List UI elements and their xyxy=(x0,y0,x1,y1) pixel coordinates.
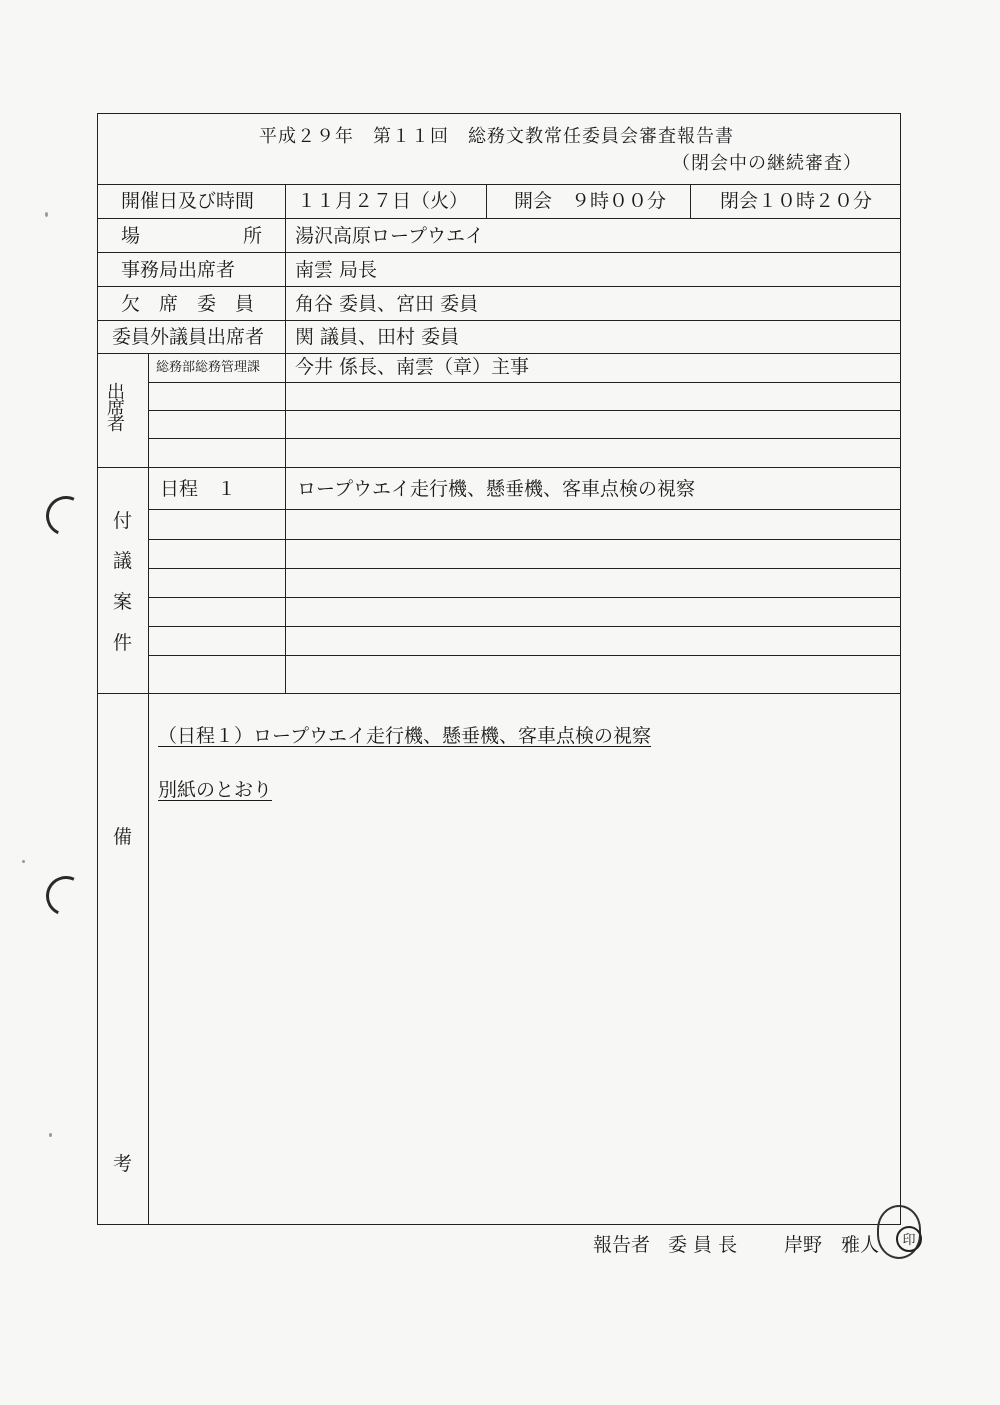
attendees-side-label xyxy=(106,382,126,435)
rule-sub xyxy=(148,626,901,627)
rule-section xyxy=(97,693,901,694)
agenda-side-char: 件 xyxy=(113,632,133,654)
report-subtitle: （閉会中の継続審査） xyxy=(672,153,862,174)
attendees-side-char: 者 xyxy=(107,414,125,435)
remarks-side-char: 考 xyxy=(113,1153,133,1175)
agenda-side-char: 付 xyxy=(113,510,133,532)
secretariat-label: 事務局出席者 xyxy=(121,259,236,281)
remarks-heading: （日程１）ロープウエイ走行機、懸垂機、客車点検の視察 xyxy=(158,725,652,747)
close-time: 閉会１０時２０分 xyxy=(720,190,873,212)
place-label: 場 xyxy=(121,225,141,247)
rule-section xyxy=(97,467,901,468)
remarks-body: 別紙のとおり xyxy=(158,779,273,801)
rule-label-col xyxy=(285,353,286,693)
rule-sub xyxy=(148,568,901,569)
attendee-department: 総務部総務管理課 xyxy=(156,360,261,375)
meeting-date: １１月２７日（火） xyxy=(297,190,469,212)
other-members-label: 委員外議員出席者 xyxy=(112,326,265,348)
scan-speck xyxy=(22,860,25,863)
reporter-label: 報告者 xyxy=(593,1234,651,1256)
rule-row xyxy=(97,286,901,287)
absent-value: 角谷 委員、宮田 委員 xyxy=(295,293,479,315)
reporter-name: 岸野 雅人 xyxy=(784,1234,880,1256)
rule-row xyxy=(97,218,901,219)
rule-title-bottom xyxy=(97,184,901,185)
place-label: 所 xyxy=(243,225,263,247)
remarks-side-char: 備 xyxy=(113,826,133,848)
rule-row xyxy=(97,353,901,354)
rule-sub xyxy=(148,438,901,439)
agenda-item-number: 日程 １ xyxy=(160,478,237,500)
rule-sub xyxy=(148,597,901,598)
rule-side-col xyxy=(148,353,149,1225)
punch-hole xyxy=(40,490,91,541)
attendee-names: 今井 係長、南雲（章）主事 xyxy=(295,356,530,378)
rule-open-col xyxy=(690,184,691,218)
rule-sub xyxy=(148,539,901,540)
reporter-role: 委 員 長 xyxy=(668,1234,738,1256)
secretariat-value: 南雲 局長 xyxy=(295,259,378,281)
rule-label-col xyxy=(285,184,286,353)
absent-label: 欠 席 委 員 xyxy=(121,293,255,315)
agenda-side-char: 案 xyxy=(113,591,133,613)
attendees-side-char: 席 xyxy=(107,398,125,419)
attendees-side-text xyxy=(106,382,126,435)
open-time: 開会 ９時００分 xyxy=(514,190,667,212)
rule-sub xyxy=(148,509,901,510)
place-value: 湯沢高原ロープウエイ xyxy=(295,225,485,247)
report-title: 平成２９年 第１１回 総務文教常任委員会審査報告書 xyxy=(259,126,734,147)
rule-sub xyxy=(148,382,901,383)
attendees-side-char: 出 xyxy=(107,382,125,403)
rule-sub xyxy=(148,410,901,411)
punch-hole xyxy=(40,870,91,921)
agenda-side-char: 議 xyxy=(113,550,133,572)
rule-row xyxy=(97,252,901,253)
other-members-value: 関 議員、田村 委員 xyxy=(295,326,460,348)
rule-date-col xyxy=(486,184,487,218)
rule-sub xyxy=(148,655,901,656)
personal-seal: 印 xyxy=(896,1226,922,1252)
rule-row xyxy=(97,320,901,321)
agenda-item-title: ロープウエイ走行機、懸垂機、客車点検の視察 xyxy=(297,478,696,500)
datetime-label: 開催日及び時間 xyxy=(121,190,255,212)
scan-speck xyxy=(49,1133,52,1137)
scan-speck xyxy=(45,212,48,217)
